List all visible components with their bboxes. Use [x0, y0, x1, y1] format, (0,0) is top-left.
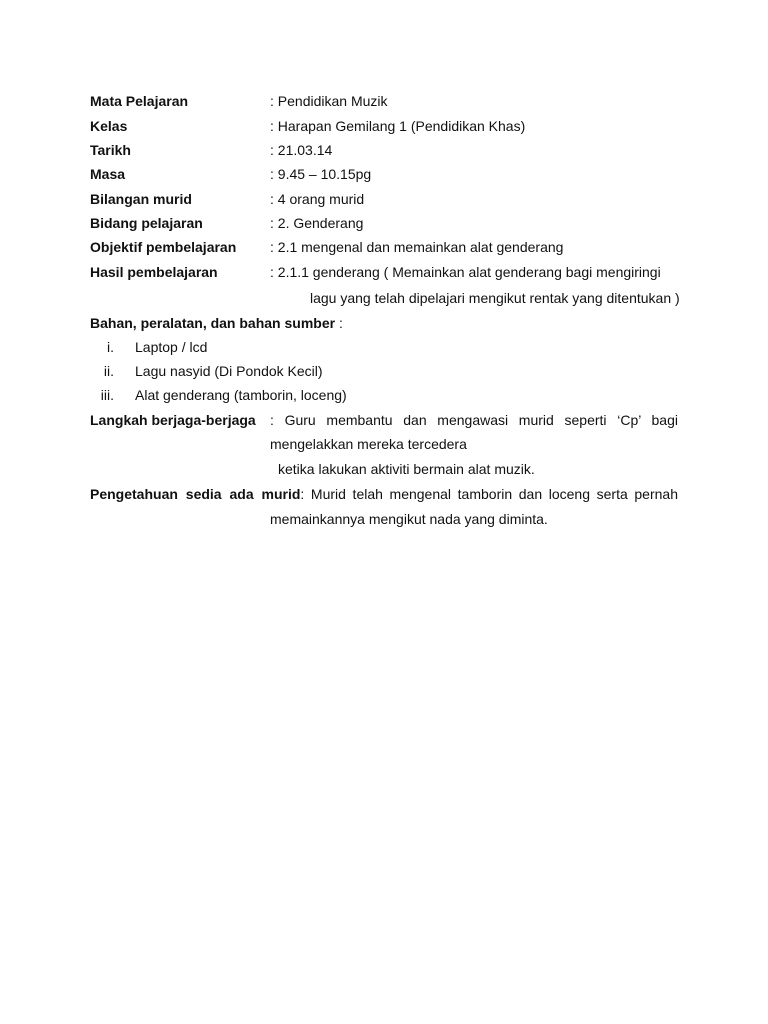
pengetahuan-text-1: : Murid telah mengenal tamborin dan loceng serta pernah	[300, 486, 678, 502]
field-value: : 9.45 – 10.15pg	[270, 166, 372, 182]
field-label: Objektif pembelajaran	[90, 239, 237, 255]
langkah-line-3: ketika lakukan aktiviti bermain alat muzik.	[278, 461, 535, 477]
pengetahuan-label: Pengetahuan sedia ada murid	[90, 486, 301, 502]
field-value: : 21.03.14	[270, 142, 333, 158]
field-label: Mata Pelajaran	[90, 93, 189, 109]
field-label: Tarikh	[90, 142, 131, 158]
list-item-number: iii.	[100, 387, 114, 403]
field-value: : 2.1.1 genderang ( Memainkan alat genderang bagi mengiringi	[270, 264, 661, 280]
field-label: Hasil pembelajaran	[90, 264, 218, 280]
field-value: : Harapan Gemilang 1 (Pendidikan Khas)	[270, 118, 526, 134]
pengetahuan-line-1	[90, 485, 678, 503]
list-item-text: Laptop / lcd	[135, 339, 208, 355]
field-label: Bilangan murid	[90, 191, 192, 207]
langkah-line-1: : Guru membantu dan mengawasi murid seperti ‘Cp’ bagi	[270, 412, 678, 428]
list-item-number: i.	[107, 339, 114, 355]
bahan-heading-label: Bahan, peralatan, dan bahan sumber	[90, 315, 336, 331]
field-value: : Pendidikan Muzik	[270, 93, 388, 109]
field-label: Masa	[90, 166, 126, 182]
field-value: : 2.1 mengenal dan memainkan alat genderang	[270, 239, 564, 255]
bahan-heading-colon: :	[335, 315, 343, 331]
list-item-text: Alat genderang (tamborin, loceng)	[135, 387, 347, 403]
list-item-number: ii.	[103, 363, 114, 379]
field-label: Bidang pelajaran	[90, 215, 203, 231]
langkah-label: Langkah berjaga-berjaga	[90, 412, 256, 428]
langkah-line-2: mengelakkan mereka tercedera	[270, 436, 467, 452]
pengetahuan-line-2: memainkannya mengikut nada yang diminta.	[270, 511, 548, 527]
hasil-continuation: lagu yang telah dipelajari mengikut rentak yang ditentukan )	[310, 290, 680, 306]
field-value: : 4 orang murid	[270, 191, 365, 207]
field-label: Kelas	[90, 118, 128, 134]
bahan-heading	[90, 314, 343, 332]
list-item-text: Lagu nasyid (Di Pondok Kecil)	[135, 363, 323, 379]
field-value: : 2. Genderang	[270, 215, 364, 231]
